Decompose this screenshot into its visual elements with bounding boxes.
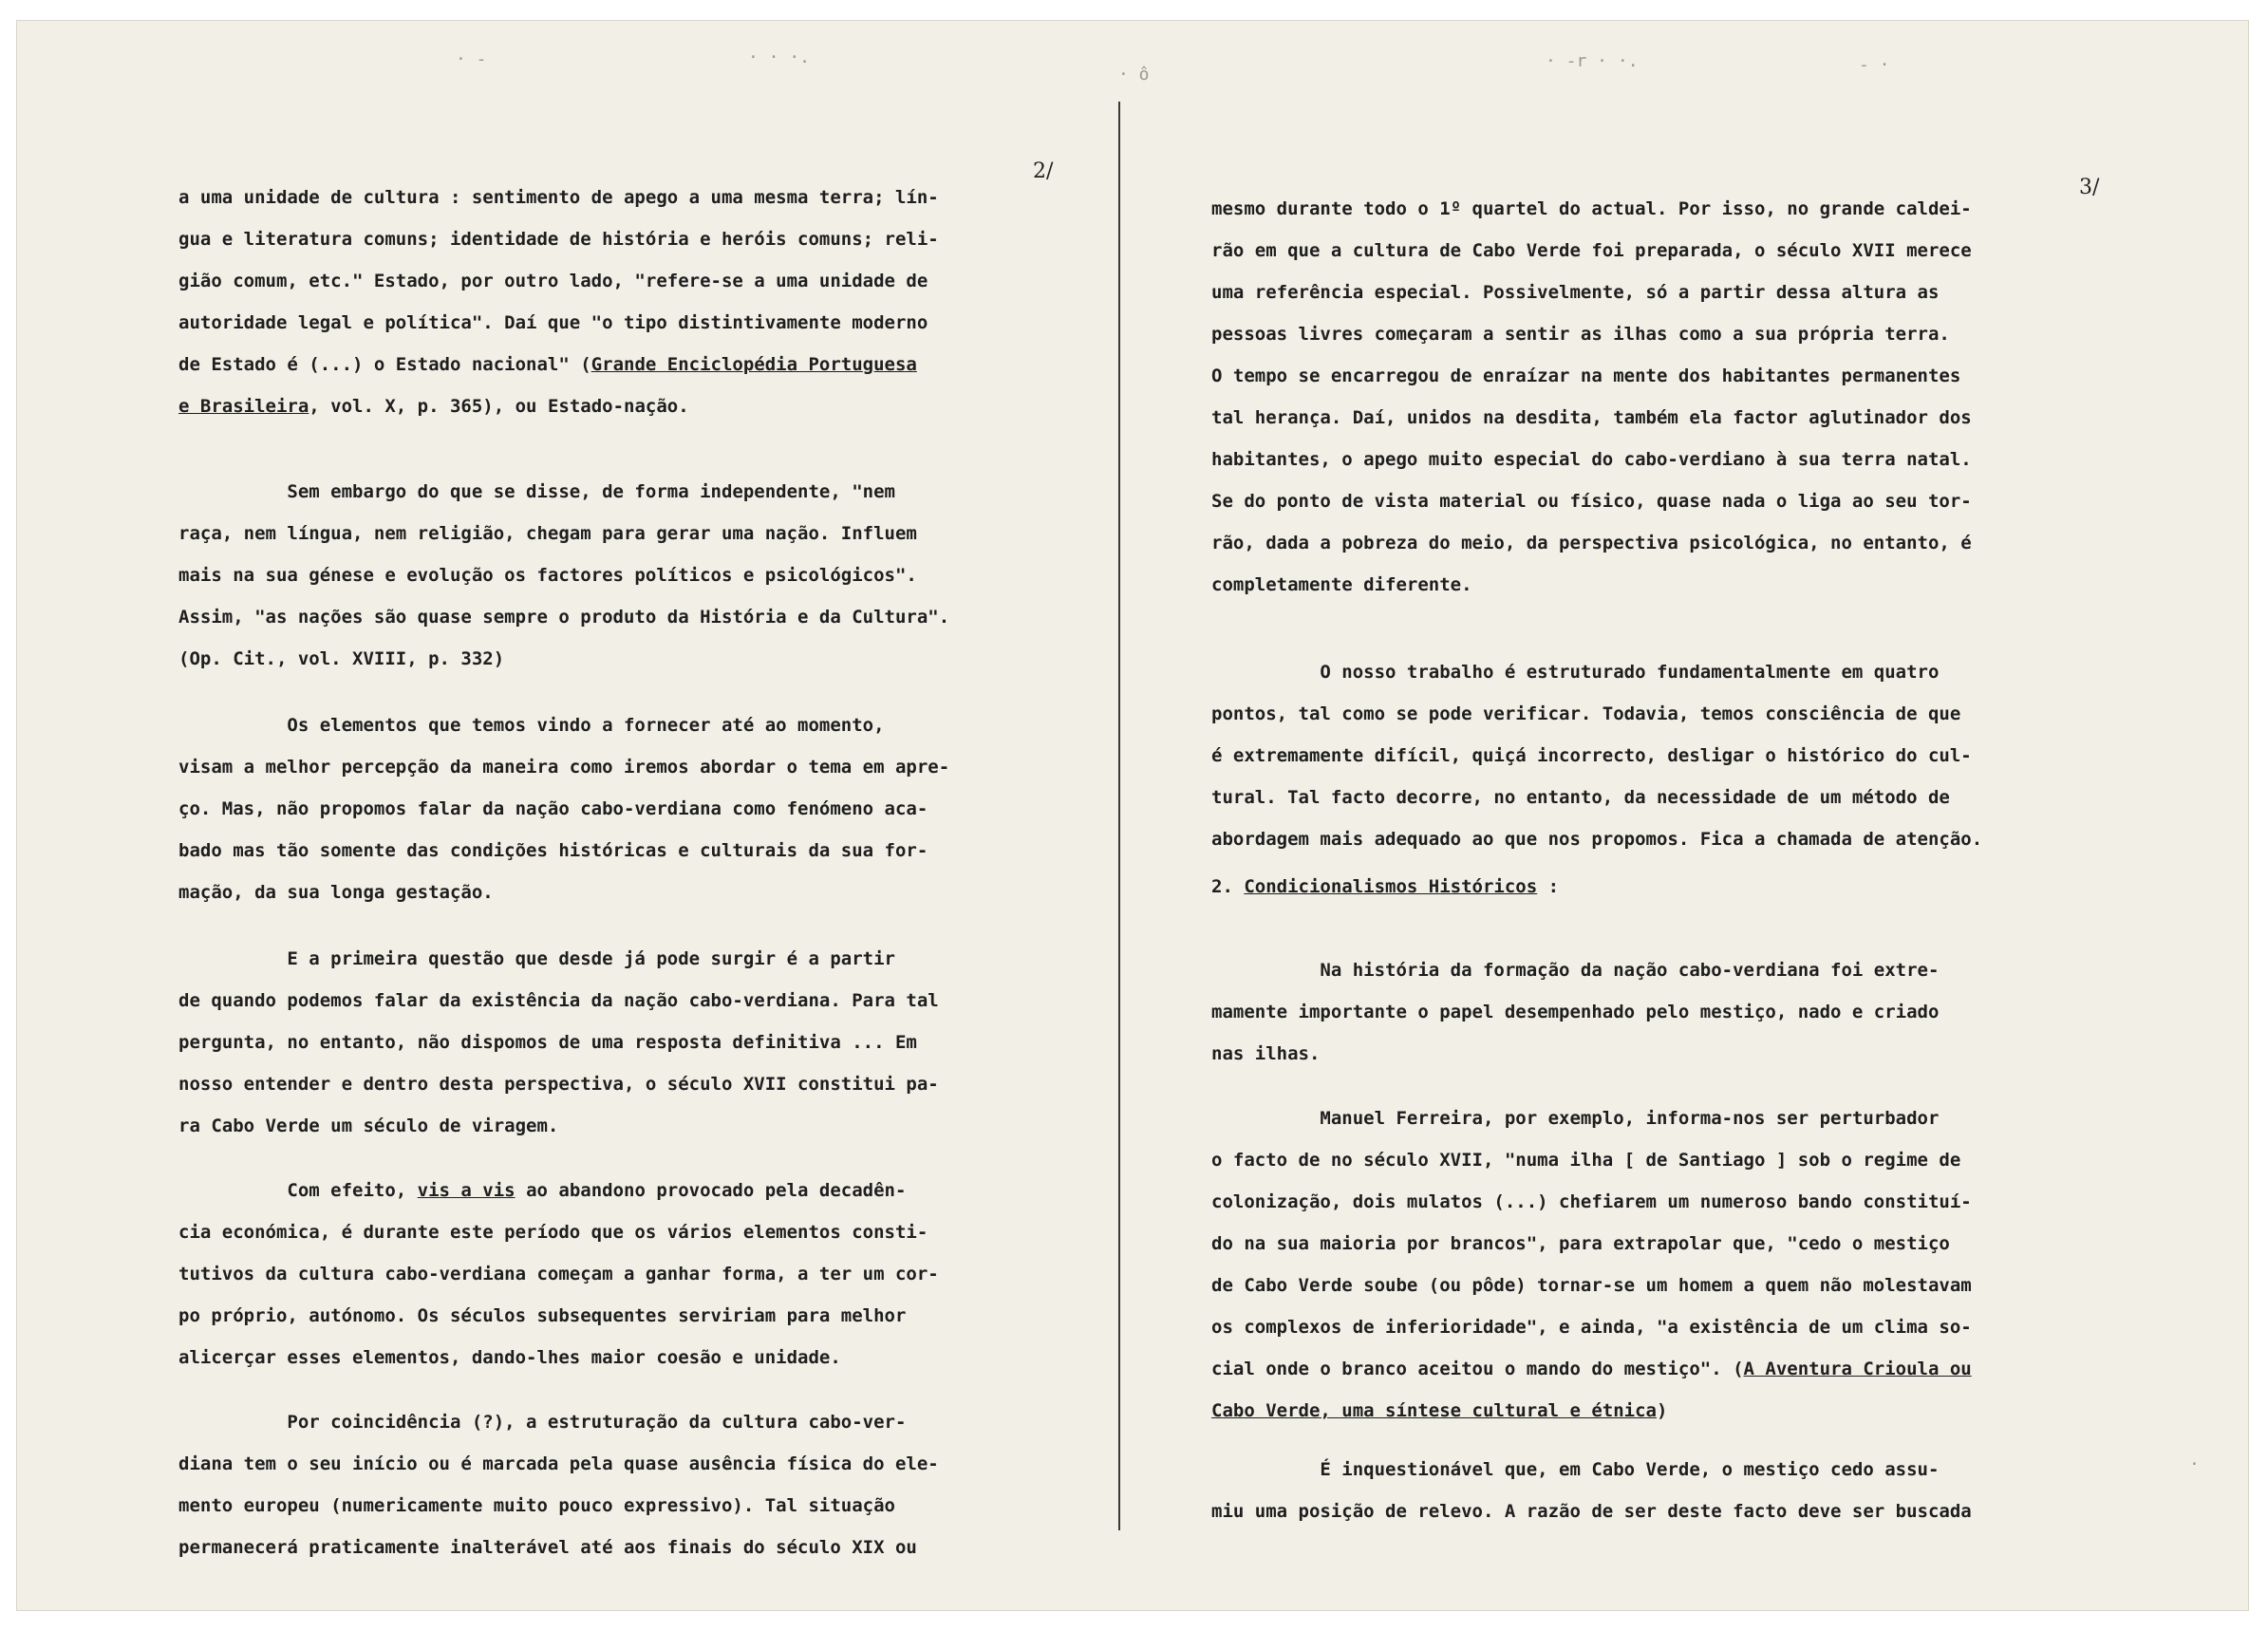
page-divider bbox=[1118, 102, 1120, 1530]
text-line: mento europeu (numericamente muito pouco expressivo). Tal situação bbox=[178, 1495, 895, 1516]
text-line: rão em que a cultura de Cabo Verde foi preparada, o século XVII merece bbox=[1211, 240, 1972, 261]
document-sheet bbox=[17, 21, 2248, 1610]
paragraph bbox=[178, 1401, 1109, 1568]
paragraph bbox=[1211, 949, 2156, 1075]
text-line: alicerçar esses elementos, dando-lhes maior coesão e unidade. bbox=[178, 1347, 841, 1368]
text-line: Cabo Verde, uma síntese cultural e étnica) bbox=[1211, 1400, 1668, 1421]
paragraph bbox=[1211, 1449, 2156, 1532]
text-line: gião comum, etc." Estado, por outro lado, "refere-se a uma unidade de bbox=[178, 271, 928, 291]
text-line: mamente importante o papel desempenhado pelo mestiço, nado e criado bbox=[1211, 1002, 1940, 1022]
text-line: Manuel Ferreira, por exemplo, informa-nos ser perturbador bbox=[1211, 1108, 1940, 1129]
heading-line: 2. Condicionalismos Históricos : bbox=[1211, 876, 1560, 897]
text-line: miu uma posição de relevo. A razão de ser deste facto deve ser buscada bbox=[1211, 1501, 1972, 1522]
text-line: diana tem o seu início ou é marcada pela quase ausência física do ele- bbox=[178, 1453, 939, 1474]
page-number-left: 2/ bbox=[1033, 159, 1054, 183]
text-line: raça, nem língua, nem religião, chegam para gerar uma nação. Influem bbox=[178, 523, 917, 544]
text-line: rão, dada a pobreza do meio, da perspectiva psicológica, no entanto, é bbox=[1211, 533, 1972, 553]
text-line: cial onde o branco aceitou o mando do mestiço". (A Aventura Crioula ou bbox=[1211, 1359, 1972, 1379]
paper-speck: · - bbox=[456, 49, 487, 69]
paper-speck: - · bbox=[1859, 55, 1890, 75]
underlined-title: Condicionalismos Históricos bbox=[1244, 876, 1538, 897]
text-line: pergunta, no entanto, não dispomos de uma resposta definitiva ... Em bbox=[178, 1032, 917, 1053]
paragraph bbox=[1211, 1097, 2156, 1432]
paragraph bbox=[1211, 651, 2156, 860]
text-line: mesmo durante todo o 1º quartel do actual. Por isso, no grande caldei- bbox=[1211, 198, 1972, 219]
text-line: completamente diferente. bbox=[1211, 574, 1472, 595]
text-line: os complexos de inferioridade", e ainda, "a existência de um clima so- bbox=[1211, 1317, 1972, 1338]
text-line: mação, da sua longa gestação. bbox=[178, 882, 494, 903]
text-line: habitantes, o apego muito especial do cabo-verdiano à sua terra natal. bbox=[1211, 449, 1972, 470]
text-line: de Cabo Verde soube (ou pôde) tornar-se um homem a quem não molestavam bbox=[1211, 1275, 1972, 1296]
page-number-right: 3/ bbox=[2079, 176, 2100, 199]
text-line: mais na sua génese e evolução os factores políticos e psicológicos". bbox=[178, 565, 917, 586]
paragraph bbox=[178, 938, 1109, 1147]
text-line: (Op. Cit., vol. XVIII, p. 332) bbox=[178, 648, 505, 669]
text-line: o facto de no século XVII, "numa ilha [ de Santiago ] sob o regime de bbox=[1211, 1150, 1961, 1171]
text-line: pontos, tal como se pode verificar. Todavia, temos consciência de que bbox=[1211, 703, 1961, 724]
text-line: Os elementos que temos vindo a fornecer até ao momento, bbox=[178, 715, 885, 736]
text-line: nas ilhas. bbox=[1211, 1043, 1321, 1064]
text-line: é extremamente difícil, quiçá incorrecto, desligar o histórico do cul- bbox=[1211, 745, 1972, 766]
text-line: nosso entender e dentro desta perspectiva, o século XVII constitui pa- bbox=[178, 1074, 939, 1095]
text-line: Com efeito, vis a vis ao abandono provocado pela decadên- bbox=[178, 1180, 907, 1201]
text-line: de Estado é (...) o Estado nacional" (Grande Enciclopédia Portuguesa bbox=[178, 354, 917, 375]
text-line: Assim, "as nações são quase sempre o produto da História e da Cultura". bbox=[178, 607, 950, 628]
text-line: e Brasileira, vol. X, p. 365), ou Estado-nação. bbox=[178, 396, 689, 417]
paper-speck: · -r · ·. bbox=[1546, 51, 1639, 71]
paragraph bbox=[178, 177, 1109, 427]
text-line: visam a melhor percepção da maneira como iremos abordar o tema em apre- bbox=[178, 757, 950, 778]
text-line: permanecerá praticamente inalterável até aos finais do século XIX ou bbox=[178, 1537, 917, 1558]
paper-speck: · · ·. bbox=[748, 47, 811, 67]
text-line: tal herança. Daí, unidos na desdita, também ela factor aglutinador dos bbox=[1211, 407, 1972, 428]
paper-speck: · ô bbox=[1118, 65, 1150, 84]
paper-speck: · bbox=[2189, 1454, 2200, 1474]
text-line: bado mas tão somente das condições históricas e culturais da sua for- bbox=[178, 840, 928, 861]
text-line: po próprio, autónomo. Os séculos subsequentes serviriam para melhor bbox=[178, 1305, 907, 1326]
text-line: tural. Tal facto decorre, no entanto, da necessidade de um método de bbox=[1211, 787, 1950, 808]
text-line: Por coincidência (?), a estruturação da cultura cabo-ver- bbox=[178, 1412, 907, 1433]
text-line: de quando podemos falar da existência da nação cabo-verdiana. Para tal bbox=[178, 990, 939, 1011]
text-line: O nosso trabalho é estruturado fundamentalmente em quatro bbox=[1211, 662, 1940, 683]
underlined-title: Cabo Verde, uma síntese cultural e étnica bbox=[1211, 1400, 1657, 1421]
text-line: cia económica, é durante este período que os vários elementos consti- bbox=[178, 1222, 928, 1243]
underlined-title: Grande Enciclopédia Portuguesa bbox=[590, 354, 917, 375]
text-line: É inquestionável que, em Cabo Verde, o mestiço cedo assu- bbox=[1211, 1459, 1940, 1480]
text-line: Se do ponto de vista material ou físico, quase nada o liga ao seu tor- bbox=[1211, 491, 1972, 512]
text-line: O tempo se encarregou de enraízar na mente dos habitantes permanentes bbox=[1211, 366, 1961, 386]
underlined-title: vis a vis bbox=[417, 1180, 515, 1201]
text-line: autoridade legal e política". Daí que "o tipo distintivamente moderno bbox=[178, 312, 928, 333]
text-line: colonização, dois mulatos (...) chefiarem um numeroso bando constituí- bbox=[1211, 1191, 1972, 1212]
text-line: do na sua maioria por brancos", para extrapolar que, "cedo o mestiço bbox=[1211, 1233, 1950, 1254]
underlined-title: e Brasileira bbox=[178, 396, 309, 417]
text-line: a uma unidade de cultura : sentimento de apego a uma mesma terra; lín- bbox=[178, 187, 939, 208]
paragraph bbox=[1211, 188, 2156, 606]
text-line: abordagem mais adequado ao que nos propomos. Fica a chamada de atenção. bbox=[1211, 829, 1983, 850]
text-line: ço. Mas, não propomos falar da nação cabo-verdiana como fenómeno aca- bbox=[178, 798, 928, 819]
section-heading bbox=[1211, 866, 2156, 908]
paragraph bbox=[178, 471, 1109, 680]
text-line: pessoas livres começaram a sentir as ilhas como a sua própria terra. bbox=[1211, 324, 1950, 345]
paragraph bbox=[178, 704, 1109, 913]
text-line: Sem embargo do que se disse, de forma independente, "nem bbox=[178, 481, 895, 502]
text-line: Na história da formação da nação cabo-verdiana foi extre- bbox=[1211, 960, 1940, 981]
text-line: uma referência especial. Possivelmente, só a partir dessa altura as bbox=[1211, 282, 1940, 303]
text-line: E a primeira questão que desde já pode surgir é a partir bbox=[178, 948, 895, 969]
text-line: gua e literatura comuns; identidade de história e heróis comuns; reli- bbox=[178, 229, 939, 250]
paragraph bbox=[178, 1170, 1109, 1378]
text-line: tutivos da cultura cabo-verdiana começam a ganhar forma, a ter um cor- bbox=[178, 1264, 939, 1284]
text-line: ra Cabo Verde um século de viragem. bbox=[178, 1115, 559, 1136]
underlined-title: A Aventura Crioula ou bbox=[1743, 1359, 1972, 1379]
